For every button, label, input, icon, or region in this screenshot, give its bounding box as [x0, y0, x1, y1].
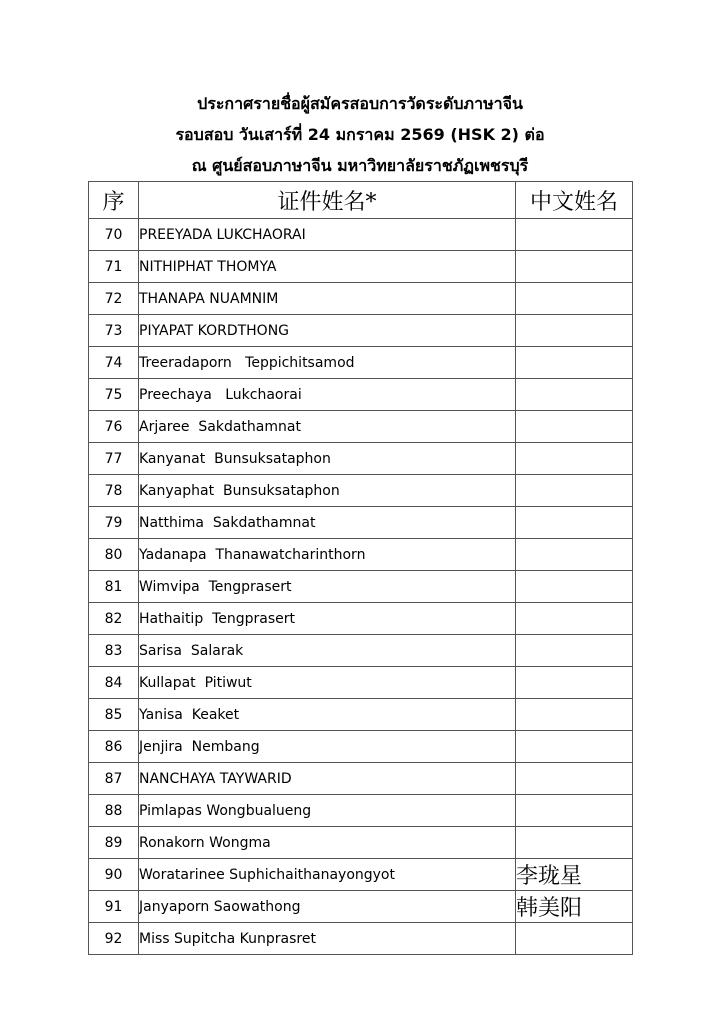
table-row [89, 859, 633, 891]
candidate-id-name: Kanyanat Bunsuksataphon [139, 443, 516, 475]
table-row [89, 795, 633, 827]
candidate-id-name: Ronakorn Wongma [139, 827, 516, 859]
announcement-header [0, 88, 720, 181]
candidate-chinese-name [516, 795, 633, 827]
row-number: 81 [89, 571, 139, 603]
header-exam-date: รอบสอบ วันเสาร์ที่ 24 มกราคม 2569 (HSK 2) ต่อ [175, 125, 545, 144]
row-number: 76 [89, 411, 139, 443]
candidate-id-name: Kullapat Pitiwut [139, 667, 516, 699]
row-number: 77 [89, 443, 139, 475]
candidate-id-name: Woratarinee Suphichaithanayongyot [139, 859, 516, 891]
table-row [89, 667, 633, 699]
row-number: 86 [89, 731, 139, 763]
candidate-id-name: Janyaporn Saowathong [139, 891, 516, 923]
candidate-id-name: Yanisa Keaket [139, 699, 516, 731]
candidate-chinese-name [516, 251, 633, 283]
candidate-id-name: Yadanapa Thanawatcharinthorn [139, 539, 516, 571]
table-row [89, 539, 633, 571]
table-row [89, 347, 633, 379]
header-exam-center: ณ ศูนย์สอบภาษาจีน มหาวิทยาลัยราชภัฏเพชรบุรี [191, 156, 529, 175]
candidate-chinese-name [516, 603, 633, 635]
candidate-chinese-name [516, 571, 633, 603]
row-number: 89 [89, 827, 139, 859]
row-number: 79 [89, 507, 139, 539]
candidate-id-name: NITHIPHAT THOMYA [139, 251, 516, 283]
candidate-chinese-name: 李珑星 [516, 859, 633, 891]
table-row [89, 891, 633, 923]
candidate-id-name: Treeradaporn Teppichitsamod [139, 347, 516, 379]
candidate-chinese-name [516, 667, 633, 699]
candidate-chinese-name [516, 475, 633, 507]
candidate-chinese-name [516, 731, 633, 763]
candidate-id-name: PIYAPAT KORDTHONG [139, 315, 516, 347]
table-row [89, 411, 633, 443]
row-number: 92 [89, 923, 139, 955]
row-number: 82 [89, 603, 139, 635]
candidate-id-name: Kanyaphat Bunsuksataphon [139, 475, 516, 507]
row-number: 70 [89, 219, 139, 251]
candidate-id-name: Natthima Sakdathamnat [139, 507, 516, 539]
table-row [89, 379, 633, 411]
row-number: 80 [89, 539, 139, 571]
row-number: 74 [89, 347, 139, 379]
row-number: 85 [89, 699, 139, 731]
candidate-chinese-name [516, 699, 633, 731]
candidate-chinese-name: 韩美阳 [516, 891, 633, 923]
table-row [89, 731, 633, 763]
candidate-chinese-name [516, 763, 633, 795]
column-header-number: 序 [89, 182, 139, 219]
row-number: 71 [89, 251, 139, 283]
candidate-chinese-name [516, 283, 633, 315]
candidate-id-name: Hathaitip Tengprasert [139, 603, 516, 635]
column-header-id-name: 证件姓名* [139, 182, 516, 219]
row-number: 87 [89, 763, 139, 795]
row-number: 84 [89, 667, 139, 699]
candidate-chinese-name [516, 347, 633, 379]
table-row [89, 251, 633, 283]
candidate-chinese-name [516, 379, 633, 411]
candidate-id-name: Jenjira Nembang [139, 731, 516, 763]
row-number: 78 [89, 475, 139, 507]
row-number: 88 [89, 795, 139, 827]
table-row [89, 315, 633, 347]
candidate-chinese-name [516, 539, 633, 571]
candidate-chinese-name [516, 827, 633, 859]
candidate-id-name: Miss Supitcha Kunprasret [139, 923, 516, 955]
row-number: 83 [89, 635, 139, 667]
candidate-table [88, 181, 633, 955]
table-row [89, 923, 633, 955]
row-number: 91 [89, 891, 139, 923]
candidate-chinese-name [516, 443, 633, 475]
table-row [89, 571, 633, 603]
candidate-id-name: Sarisa Salarak [139, 635, 516, 667]
table-header-row [89, 182, 633, 219]
column-header-chinese-name: 中文姓名 [516, 182, 633, 219]
candidate-chinese-name [516, 923, 633, 955]
table-row [89, 283, 633, 315]
table-row [89, 603, 633, 635]
candidate-chinese-name [516, 507, 633, 539]
candidate-id-name: THANAPA NUAMNIM [139, 283, 516, 315]
header-title: ประกาศรายชื่อผู้สมัครสอบการวัดระดับภาษาจีน [197, 94, 523, 113]
candidate-id-name: Pimlapas Wongbualueng [139, 795, 516, 827]
table-row [89, 827, 633, 859]
table-row [89, 699, 633, 731]
table-row [89, 219, 633, 251]
row-number: 73 [89, 315, 139, 347]
candidate-chinese-name [516, 635, 633, 667]
table-row [89, 635, 633, 667]
candidate-chinese-name [516, 219, 633, 251]
table-row [89, 475, 633, 507]
table-row [89, 507, 633, 539]
candidate-id-name: PREEYADA LUKCHAORAI [139, 219, 516, 251]
table-row [89, 443, 633, 475]
candidate-id-name: Arjaree Sakdathamnat [139, 411, 516, 443]
candidate-chinese-name [516, 411, 633, 443]
candidate-chinese-name [516, 315, 633, 347]
row-number: 75 [89, 379, 139, 411]
candidate-id-name: Preechaya Lukchaorai [139, 379, 516, 411]
row-number: 90 [89, 859, 139, 891]
row-number: 72 [89, 283, 139, 315]
candidate-id-name: NANCHAYA TAYWARID [139, 763, 516, 795]
candidate-id-name: Wimvipa Tengprasert [139, 571, 516, 603]
table-row [89, 763, 633, 795]
